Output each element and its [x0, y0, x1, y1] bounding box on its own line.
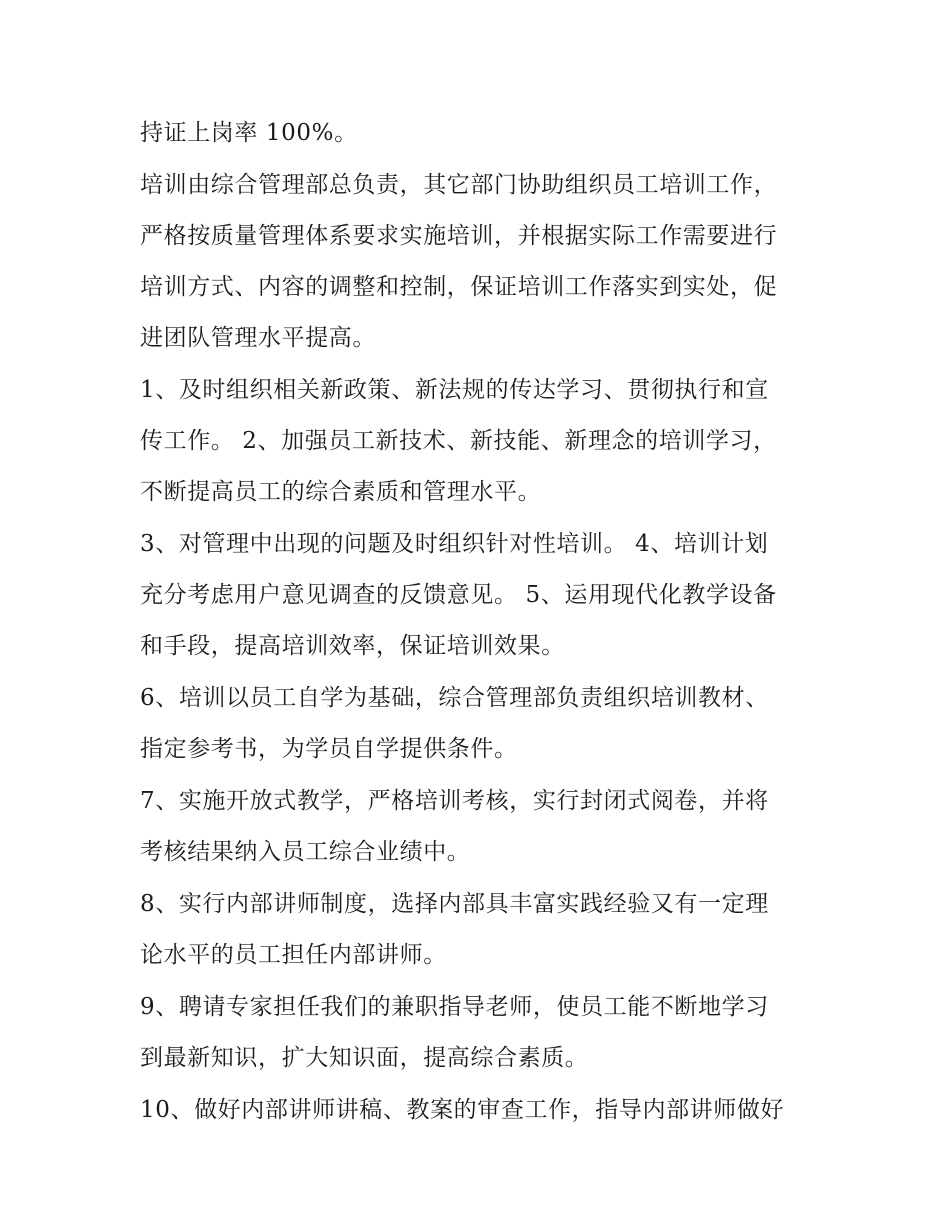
text-line: 严格按质量管理体系要求实施培训，并根据实际工作需要进行	[140, 223, 778, 249]
paragraph-item-7	[140, 776, 820, 878]
text-line: 进团队管理水平提高。	[140, 325, 376, 351]
text-line: 9、聘请专家担任我们的兼职指导老师，使员工能不断地学习	[140, 994, 769, 1020]
paragraph-item-8	[140, 879, 820, 981]
paragraph-item-6	[140, 673, 820, 775]
text-line: 1、及时组织相关新政策、新法规的传达学习、贯彻执行和宣	[140, 377, 769, 403]
text-line: 10、做好内部讲师讲稿、教案的审查工作，指导内部讲师做好	[140, 1097, 785, 1123]
paragraph-certification-rate	[140, 108, 820, 159]
text-line: 和手段，提高培训效率，保证培训效果。	[140, 633, 565, 659]
text-line: 3、对管理中出现的问题及时组织针对性培训。 4、培训计划	[140, 531, 769, 557]
text-line: 培训方式、内容的调整和控制，保证培训工作落实到实处，促	[140, 274, 778, 300]
paragraph-training-responsibility	[140, 160, 820, 364]
text-line: 传工作。 2、加强员工新技术、新技能、新理念的培训学习，	[140, 428, 777, 454]
text-line: 指定参考书，为学员自学提供条件。	[140, 736, 518, 762]
text-line: 6、培训以员工自学为基础，综合管理部负责组织培训教材、	[140, 685, 769, 711]
paragraph-item-10	[140, 1085, 820, 1136]
document-body	[140, 108, 820, 1137]
text-line: 充分考虑用户意见调查的反馈意见。 5、运用现代化教学设备	[140, 582, 777, 608]
paragraph-item-9	[140, 982, 820, 1084]
text-line: 论水平的员工担任内部讲师。	[140, 942, 447, 968]
text-line: 到最新知识，扩大知识面，提高综合素质。	[140, 1045, 589, 1071]
text-line: 不断提高员工的综合素质和管理水平。	[140, 479, 542, 505]
paragraph-items-1-2	[140, 365, 820, 518]
text-line: 培训由综合管理部总负责，其它部门协助组织员工培训工作，	[140, 172, 778, 198]
text-line: 7、实施开放式教学，严格培训考核，实行封闭式阅卷，并将	[140, 788, 769, 814]
text-line: 持证上岗率 100%。	[140, 120, 358, 146]
paragraph-items-3-5	[140, 519, 820, 672]
text-line: 8、实行内部讲师制度，选择内部具丰富实践经验又有一定理	[140, 891, 769, 917]
text-line: 考核结果纳入员工综合业绩中。	[140, 839, 471, 865]
